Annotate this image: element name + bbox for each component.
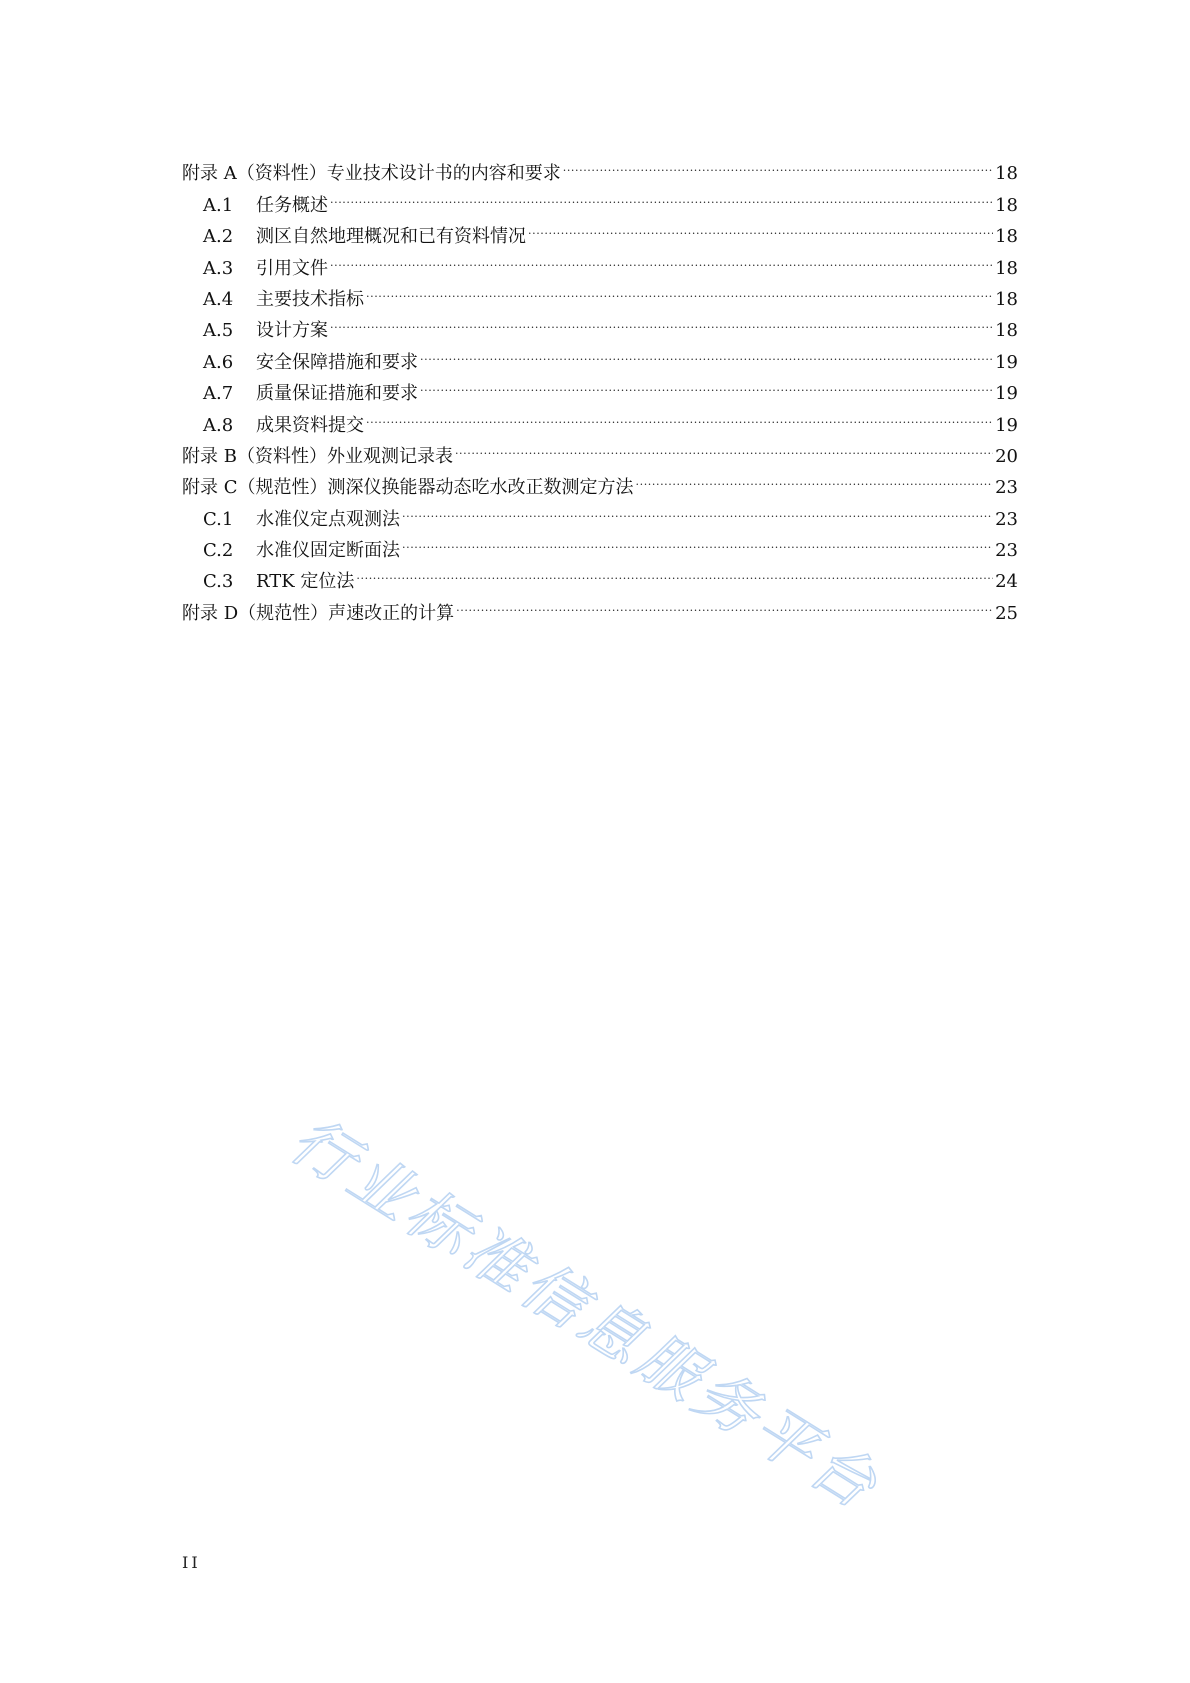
toc-entry-title: 设计方案 [256,320,328,342]
toc-entry-number: A.2 [203,226,234,248]
table-of-contents [182,148,1018,624]
toc-entry-title: 水准仪定点观测法 [256,508,400,530]
toc-entry-page: 18 [995,226,1018,248]
toc-leader-dots [330,179,993,210]
toc-leader-dots [455,431,993,462]
toc-entry-appendix-a[interactable] [182,148,1018,185]
toc-entry-number: A.7 [203,383,234,405]
toc-entry-title: 成果资料提交 [256,414,364,436]
toc-leader-dots [420,368,993,399]
toc-entry-number: C.2 [203,540,234,562]
toc-entry-page: 18 [995,288,1018,310]
toc-leader-dots [528,211,993,242]
toc-entry-page: 18 [995,320,1018,342]
toc-entry-title: 附录 A（资料性）专业技术设计书的内容和要求 [182,163,561,185]
toc-leader-dots [402,493,993,524]
toc-leader-dots [366,274,993,305]
toc-entry-page: 25 [995,602,1018,624]
toc-entry-title: 引用文件 [256,257,328,279]
toc-leader-dots [330,242,993,273]
toc-entry-title: RTK 定位法 [256,571,355,593]
toc-entry-page: 23 [995,540,1018,562]
toc-entry-page: 18 [995,257,1018,279]
toc-entry-title: 附录 D（规范性）声速改正的计算 [182,602,455,624]
toc-entry-page: 18 [995,163,1018,185]
toc-entry-title: 水准仪固定断面法 [256,540,400,562]
toc-entry-title: 附录 B（资料性）外业观测记录表 [182,445,453,467]
toc-entry-number: A.6 [203,351,234,373]
toc-entry-number: A.4 [203,288,234,310]
toc-entry-page: 23 [995,477,1018,499]
toc-entry-number: C.3 [203,571,234,593]
toc-entry-title: 测区自然地理概况和已有资料情况 [256,226,526,248]
toc-leader-dots [402,525,993,556]
toc-entry-page: 19 [995,414,1018,436]
toc-entry-page: 24 [995,571,1018,593]
toc-entry-title: 主要技术指标 [256,288,364,310]
toc-leader-dots [563,148,993,179]
toc-leader-dots [636,462,994,493]
toc-entry-number: A.5 [203,320,234,342]
toc-leader-dots [366,399,993,430]
toc-entry-title: 安全保障措施和要求 [256,351,418,373]
toc-entry-title: 附录 C（规范性）测深仪换能器动态吃水改正数测定方法 [182,477,634,499]
toc-entry-number: A.1 [203,194,234,216]
toc-leader-dots [456,587,993,618]
watermark-text: 行业标准信息服务平台 [278,1102,894,1526]
toc-entry-page: 20 [995,445,1018,467]
toc-leader-dots [356,556,993,587]
toc-entry-number: A.8 [203,414,234,436]
toc-leader-dots [330,305,993,336]
toc-entry-number: A.3 [203,257,234,279]
toc-entry-number: C.1 [203,508,234,530]
toc-entry-page: 23 [995,508,1018,530]
toc-entry-page: 18 [995,194,1018,216]
toc-leader-dots [420,336,993,367]
toc-entry-title: 质量保证措施和要求 [256,383,418,405]
toc-entry-title: 任务概述 [256,194,328,216]
toc-entry-page: 19 [995,383,1018,405]
page-number: II [182,1553,201,1572]
toc-entry-page: 19 [995,351,1018,373]
